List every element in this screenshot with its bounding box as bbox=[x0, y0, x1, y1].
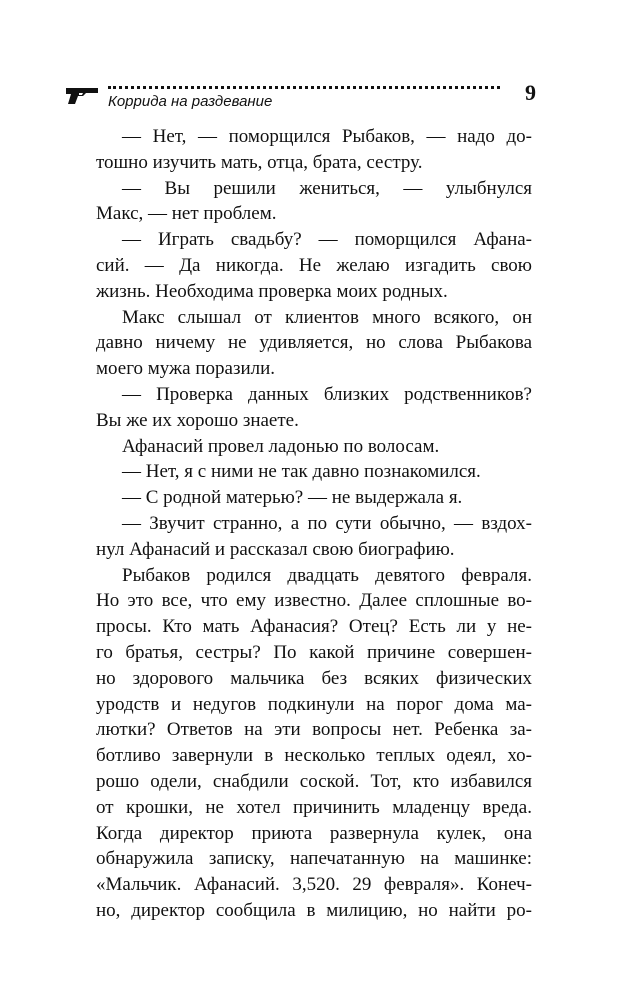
running-header bbox=[64, 76, 548, 120]
paragraph bbox=[96, 563, 532, 924]
text-line: Афанасий провел ладонью по волосам. bbox=[122, 435, 440, 457]
paragraph bbox=[96, 124, 532, 176]
paragraph bbox=[96, 511, 532, 563]
text-line: лютки? Ответов на эти вопросы нет. Ребенка за- bbox=[96, 719, 532, 741]
paragraph bbox=[96, 485, 532, 511]
text-line: Когда директор приюта развернула кулек, она bbox=[96, 822, 532, 844]
text-line: Вы же их хорошо знаете. bbox=[96, 409, 299, 431]
book-title: Коррида на раздевание bbox=[108, 93, 273, 110]
paragraph bbox=[96, 176, 532, 228]
text-line: рошо одели, снабдили соской. Тот, кто избавился bbox=[96, 770, 532, 792]
text-line: нул Афанасий и рассказал свою биографию. bbox=[96, 538, 455, 560]
text-line: Но это все, что ему известно. Далее сплошные во- bbox=[96, 590, 532, 612]
text-line: но здорового мальчика без всяких физических bbox=[96, 667, 532, 689]
pistol-icon bbox=[64, 84, 104, 106]
paragraph bbox=[96, 382, 532, 434]
paragraph bbox=[96, 305, 532, 382]
header-dotted-rule bbox=[108, 86, 500, 89]
text-line: — Проверка данных близких родственников? bbox=[122, 383, 532, 405]
paragraph bbox=[96, 227, 532, 304]
text-line: ботливо завернули в несколько теплых одеял, хо- bbox=[96, 745, 532, 767]
text-line: уродств и недугов подкинули на порог дома ма- bbox=[96, 693, 532, 715]
text-line: жизнь. Необходима проверка моих родных. bbox=[96, 280, 448, 302]
text-line: «Мальчик. Афанасий. 3,520. 29 февраля». Конеч- bbox=[96, 874, 532, 896]
text-line: — Нет, я с ними не так давно познакомился. bbox=[122, 461, 481, 483]
text-line: — Звучит странно, а по сути обычно, — вздох- bbox=[122, 512, 532, 534]
text-line: Макс, — нет проблем. bbox=[96, 203, 277, 225]
body-text bbox=[96, 124, 532, 924]
text-line: тошно изучить мать, отца, брата, сестру. bbox=[96, 151, 423, 173]
text-line: обнаружила записку, напечатанную на машинке: bbox=[96, 848, 532, 870]
text-line: Рыбаков родился двадцать девятого февраля. bbox=[122, 564, 532, 586]
text-line: давно ничему не удивляется, но слова Рыбакова bbox=[96, 332, 532, 354]
text-line: го братья, сестры? По какой причине совершен- bbox=[96, 641, 532, 663]
text-line: — С родной матерью? — не выдержала я. bbox=[122, 487, 463, 509]
text-line: от крошки, не хотел причинить младенцу вреда. bbox=[96, 796, 532, 818]
text-line: моего мужа поразили. bbox=[96, 358, 276, 380]
paragraph bbox=[96, 459, 532, 485]
text-line: Макс слышал от клиентов много всякого, он bbox=[122, 306, 532, 328]
text-line: сий. — Да никогда. Не желаю изгадить свою bbox=[96, 254, 532, 276]
page-number: 9 bbox=[525, 80, 536, 105]
text-line: — Нет, — поморщился Рыбаков, — надо до- bbox=[122, 126, 532, 147]
text-line: просы. Кто мать Афанасия? Отец? Есть ли у не- bbox=[96, 616, 532, 638]
text-line: — Играть свадьбу? — поморщился Афана- bbox=[122, 229, 532, 251]
text-line: — Вы решили жениться, — улыбнулся bbox=[122, 177, 532, 199]
paragraph bbox=[96, 434, 532, 460]
text-line: но, директор сообщила в милицию, но найти ро- bbox=[96, 899, 532, 921]
